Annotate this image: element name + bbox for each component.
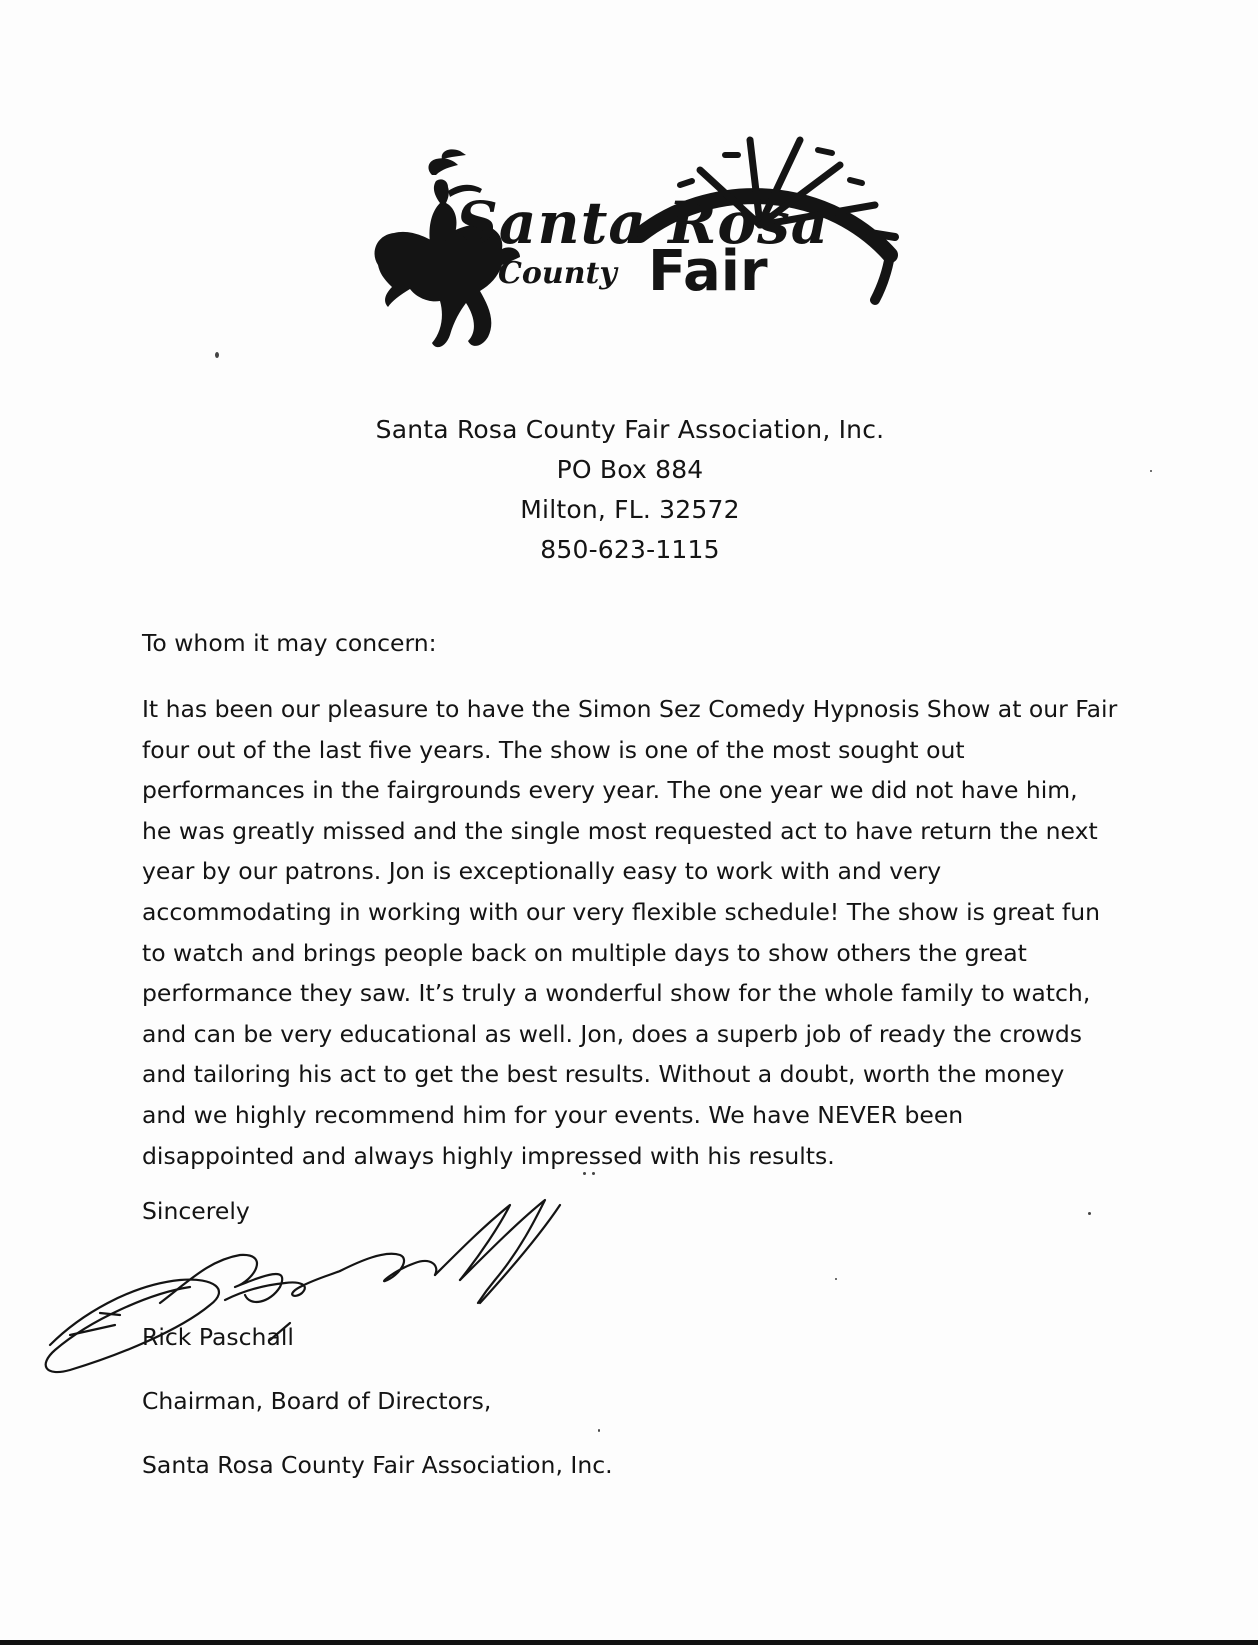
letter-body: [142, 689, 1152, 1176]
body-line: year by our patrons. Jon is exceptionally easy to work with and very: [142, 857, 942, 886]
po-box: PO Box 884: [556, 455, 704, 484]
scan-speck: [215, 352, 219, 358]
body-line: and we highly recommend him for your events. We have NEVER been: [142, 1100, 964, 1129]
logo-lettering: [456, 189, 829, 304]
letter-closing: Sincerely: [142, 1197, 250, 1225]
body-line: and can be very educational as well. Jon, does a superb job of ready the crowds: [142, 1019, 1083, 1048]
scan-speck: [598, 1429, 600, 1432]
body-line: four out of the last five years. The show is one of the most sought out: [142, 735, 965, 764]
city-state-zip: Milton, FL. 32572: [520, 495, 740, 524]
body-line: It has been our pleasure to have the Simon Sez Comedy Hypnosis Show at our Fair: [142, 695, 1118, 723]
svg-text:Fair: Fair: [648, 239, 768, 304]
body-line: he was greatly missed and the single most requested act to have return the next: [142, 816, 1098, 845]
signer-title: Chairman, Board of Directors,: [142, 1387, 492, 1415]
body-line: to watch and brings people back on multiple days to show others the great: [142, 938, 1027, 967]
svg-text:County: County: [498, 256, 617, 291]
scan-speck: [835, 1278, 837, 1280]
body-line: and tailoring his act to get the best results. Without a doubt, worth the money: [142, 1060, 1065, 1089]
letterhead-address: [260, 410, 1000, 570]
organization-name: Santa Rosa County Fair Association, Inc.: [375, 415, 885, 444]
letter-greeting: To whom it may concern:: [142, 629, 437, 657]
handwritten-signature: [40, 1195, 600, 1395]
phone-number: 850-623-1115: [540, 535, 720, 564]
signer-name: Rick Paschall: [142, 1323, 294, 1351]
body-line: performances in the fairgrounds every year. The one year we did not have him,: [142, 776, 1078, 805]
body-line: disappointed and always highly impressed with his results.: [142, 1141, 835, 1170]
signer-organization: Santa Rosa County Fair Association, Inc.: [142, 1451, 613, 1479]
body-line: performance they saw. It’s truly a wonderful show for the whole family to watch,: [142, 979, 1091, 1008]
body-line: accommodating in working with our very flexible schedule! The show is great fun: [142, 897, 1100, 926]
scan-speck: [1150, 470, 1152, 472]
santa-rosa-county-fair-logo: [370, 125, 910, 355]
scan-bottom-edge: [0, 1640, 1258, 1645]
svg-text:Santa Rosa: Santa Rosa: [456, 189, 830, 257]
scan-speck: [1088, 1212, 1091, 1215]
